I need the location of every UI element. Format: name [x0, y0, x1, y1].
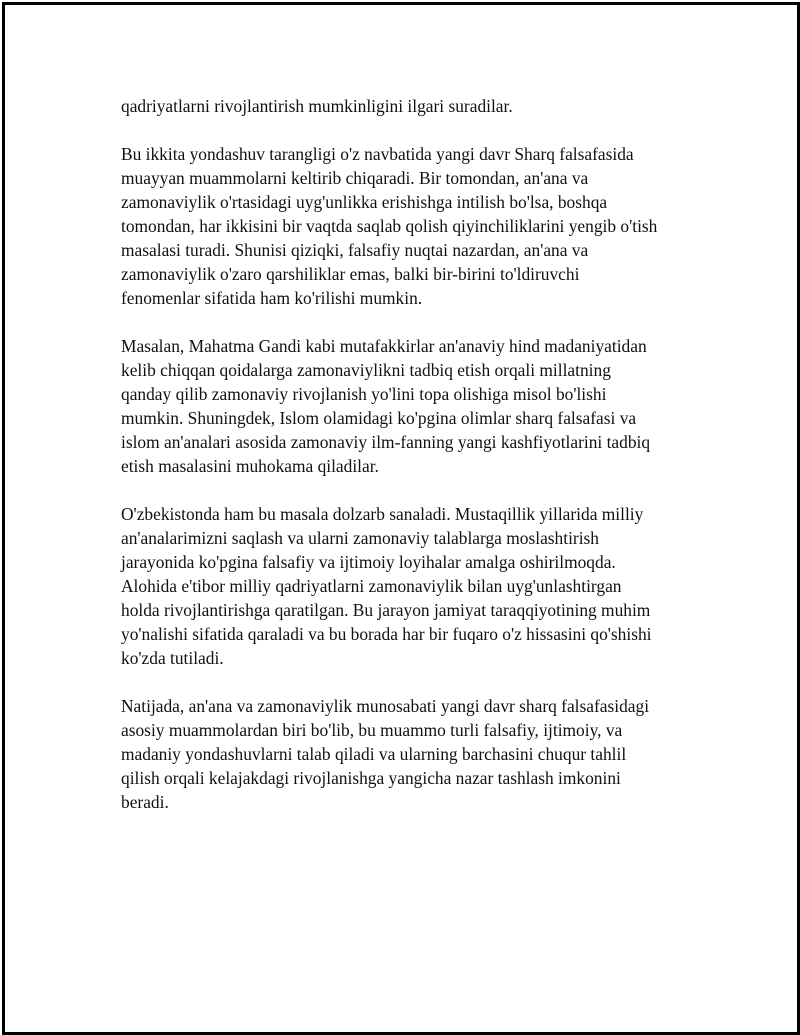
text-line: fenomenlar sifatida ham ko'rilishi mumkin. [121, 288, 423, 308]
text-line: etish masalasini muhokama qiladilar. [121, 456, 379, 476]
text-line: asosiy muammolardan biri bo'lib, bu muammo turli falsafiy, ijtimoiy, va [121, 720, 623, 740]
paragraph-3 [121, 334, 701, 478]
paragraph-1 [121, 94, 701, 118]
text-line: Masalan, Mahatma Gandi kabi mutafakkirlar an'anaviy hind madaniyatidan [121, 336, 647, 356]
text-line: ko'zda tutiladi. [121, 648, 224, 668]
text-line: muayyan muammolarni keltirib chiqaradi. Bir tomondan, an'ana va [121, 168, 589, 188]
paragraph-2 [121, 142, 701, 310]
text-line: madaniy yondashuvlarni talab qiladi va ularning barchasini chuqur tahlil [121, 744, 627, 764]
text-line: beradi. [121, 792, 169, 812]
text-line: islom an'analari asosida zamonaviy ilm-fanning yangi kashfiyotlarini tadbiq [121, 432, 651, 452]
text-line: kelib chiqqan qoidalarga zamonaviylikni tadbiq etish orqali millatning [121, 360, 611, 380]
text-line: zamonaviylik o'zaro qarshiliklar emas, balki bir-birini to'ldiruvchi [121, 264, 580, 284]
document-body [121, 94, 701, 838]
text-line: masalasi turadi. Shunisi qiziqki, falsafiy nuqtai nazardan, an'ana va [121, 240, 589, 260]
text-line: Bu ikkita yondashuv tarangligi o'z navbatida yangi davr Sharq falsafasida [121, 144, 634, 164]
text-line: jarayonida ko'pgina falsafiy va ijtimoiy loyihalar amalga oshirilmoqda. [121, 552, 616, 572]
text-line: holda rivojlantirishga qaratilgan. Bu jarayon jamiyat taraqqiyotining muhim [121, 600, 651, 620]
page-frame [2, 2, 800, 1035]
text-line: Natijada, an'ana va zamonaviylik munosabati yangi davr sharq falsafasidagi [121, 696, 650, 716]
paragraph-4 [121, 502, 701, 670]
paragraph-5 [121, 694, 701, 814]
text-line: zamonaviylik o'rtasidagi uyg'unlikka erishishga intilish bo'lsa, boshqa [121, 192, 608, 212]
text-line: tomondan, har ikkisini bir vaqtda saqlab qolish qiyinchiliklarini yengib o'tish [121, 216, 658, 236]
text-line: Alohida e'tibor milliy qadriyatlarni zamonaviylik bilan uyg'unlashtirgan [121, 576, 622, 596]
text-line: mumkin. Shuningdek, Islom olamidagi ko'pgina olimlar sharq falsafasi va [121, 408, 637, 428]
text-line: yo'nalishi sifatida qaraladi va bu borada har bir fuqaro o'z hissasini qo'shishi [121, 624, 652, 644]
text-line: O'zbekistonda ham bu masala dolzarb sanaladi. Mustaqillik yillarida milliy [121, 504, 644, 524]
text-line: qadriyatlarni rivojlantirish mumkinligini ilgari suradilar. [121, 96, 513, 116]
text-line: qilish orqali kelajakdagi rivojlanishga yangicha nazar tashlash imkonini [121, 768, 621, 788]
text-line: qanday qilib zamonaviy rivojlanish yo'lini topa olishiga misol bo'lishi [121, 384, 607, 404]
text-line: an'analarimizni saqlash va ularni zamonaviy talablarga moslashtirish [121, 528, 600, 548]
